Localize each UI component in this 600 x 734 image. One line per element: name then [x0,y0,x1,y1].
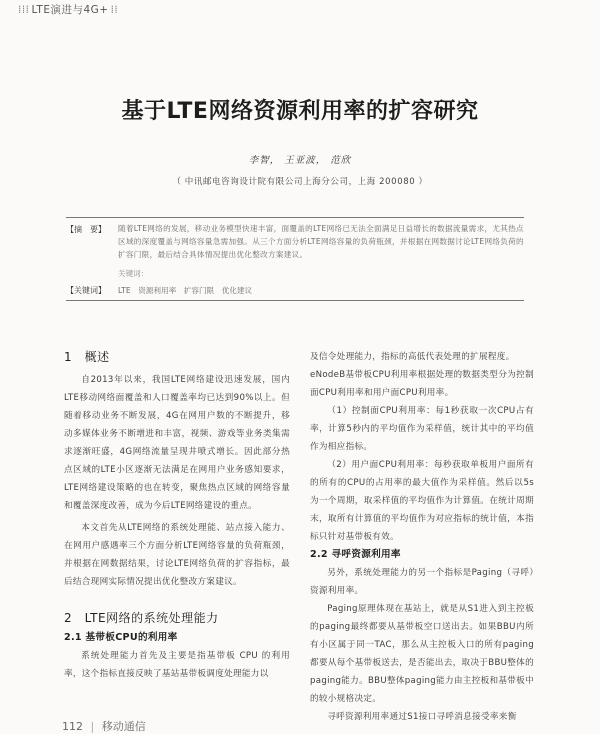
section-2-2-heading: 2.2 寻呼资源利用率 [310,549,401,560]
left-column [64,348,290,683]
authors: 李智， 王亚波， 范欣 [248,155,352,166]
section-2-1-heading: 2.1 基带板CPU的利用率 [64,632,178,643]
page-footer: 112 | 移动通信 [62,720,146,733]
abstract-label: 【摘 要】 [66,225,106,234]
right-paragraph-6: Paging原理体现在基站上，就是从S1进入到主控板的paging最终都要从基带板空口送出去。如果BBU内所有小区属于同一TAC，那么从主控板入口的所有paging都要从每个基带板送去，是否能出去，取决于BBU整体的paging能力。BBU整体paging能力由主控板和基带板中的较小规格决定。 [310,604,534,704]
right-paragraph-2: eNodeB基带板CPU利用率根据处理的数据类型分为控制面CPU利用率和用户面CPU利用率。 [310,370,534,398]
abstract-text: 随着LTE网络的发展，移动业务模型快速丰富，面覆盖的LTE网络已无法全面满足日益增长的数据流量需求，尤其热点区域的深度覆盖与网络容量急需加强。从三个方面分析LTE网络容量的负荷瓶颈，并根据在网数据讨论LTE网络负荷的扩容门限，最后结合具体情况提出优化整改方案建议。 [118,224,524,259]
page-number: 112 [62,720,83,733]
right-column [310,348,534,726]
paper-title: 基于LTE网络资源利用率的扩容研究 [121,99,479,124]
section-1-paragraph-2: 本文首先从LTE网络的系统处理能、站点接入能力、在网用户感遇率三个方面分析LTE网络容量的负荷瓶颈，并根据在网数据结果，讨论LTE网络负荷的扩容指标，最后结合现网实际情况提出优化整改方案建议。 [64,523,290,587]
abstract-bottom-rule [66,300,524,301]
journal-section: LTE演进与4G+ [31,4,109,16]
right-paragraph-7: 寻呼资源利用率通过S1接口寻呼消息接受率来衡 [327,712,517,722]
keywords-inline-label: 关键词： [118,269,149,278]
right-paragraph-4: （2）用户面CPU利用率：每秒获取单板用户面所有的所有的CPU的占用率的最大值作为采样值。然后以5s为一个周期，取采样值的平均值作为计算值。在统计周期末，取所有计算值的平均值作为对应指标的统计值，本指标只针对基带板有效。 [310,460,534,542]
abstract-top-rule [66,217,524,218]
keywords: LTE 资源利用率 扩容门限 优化建议 [118,286,253,295]
right-paragraph-1: 及信令处理能力，指标的高低代表处理的扩展程度。 [310,352,515,362]
section-1-heading: 1 概述 [64,350,110,364]
keywords-label: 【关键词】 [66,286,106,295]
section-1-paragraph-1: 自2013年以来，我国LTE网络建设迅速发展，国内LTE移动网络面覆盖和人口覆盖率均已达到90%以上。但随着移动业务不断发展，4G在网用户数的不断提升，移动多媒体业务不断增进和丰富，视频、游戏等业务类集需求逐渐旺盛，4G网络流量呈现井喷式增长。因此部分热点区域的LTE小区逐渐无法满足在网用户业务感知要求，LTE网络建设策略的也在转变，聚焦热点区域的网络容量和覆盖深度改善，成为今后LTE网络建设的重点。 [64,375,290,511]
right-paragraph-3: （1）控制面CPU利用率：每1秒获取一次CPU占有率，计算5秒内的平均值作为采样值，统计其中的平均值作为相应指标。 [310,406,534,452]
running-header [18,2,120,17]
section-2-heading: 2 LTE网络的系统处理能力 [64,611,219,625]
affiliation: （ 中讯邮电咨询设计院有限公司上海分公司，上海 200080 ） [172,177,428,187]
header-dots-icon: ⁞⁞⁞ [18,4,30,16]
journal-name: 移动通信 [101,720,146,733]
right-paragraph-5: 另外，系统处理能力的另一个指标是Paging（寻呼）资源利用率。 [310,568,534,596]
section-2-1-paragraph-1: 系统处理能力首先及主要是指基带板 CPU 的利用率，这个指标直接反映了基站基带板调度处理能力以 [64,651,290,679]
header-dots-right-icon: ⁞⁞ [110,4,119,16]
